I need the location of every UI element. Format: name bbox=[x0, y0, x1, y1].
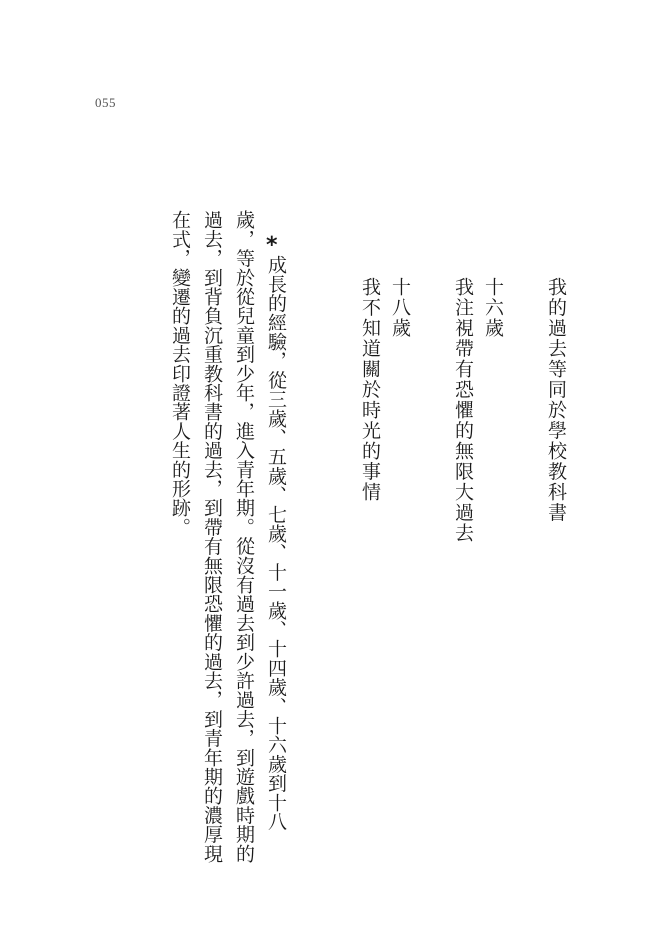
poem-line-4: 十八歲 bbox=[389, 277, 411, 339]
poem-line-3: 我注視帶有恐懼的無限大過去 bbox=[452, 277, 474, 544]
page-number: 055 bbox=[95, 95, 116, 110]
poem-line-1: 我的過去等同於學校教科書 bbox=[545, 277, 567, 523]
note-mark: * bbox=[266, 233, 278, 258]
note-line-1: 成長的經驗，從三歲、五歲、七歲、十一歲、十四歲、十六歲到十八 bbox=[265, 255, 287, 831]
note-line-4: 在式，變遷的過去印證著人生的形跡。 bbox=[169, 210, 191, 537]
poem-line-5: 我不知道關於時光的事情 bbox=[359, 277, 381, 503]
poem-line-2: 十六歲 bbox=[482, 277, 504, 339]
note-line-3: 過去，到背負沉重教科書的過去，到帶有無限恐懼的過去，到青年期的濃厚現 bbox=[201, 210, 223, 863]
note-line-2: 歲，等於從兒童到少年，進入青年期。從沒有過去到少許過去，到遊戲時期的 bbox=[233, 210, 255, 863]
